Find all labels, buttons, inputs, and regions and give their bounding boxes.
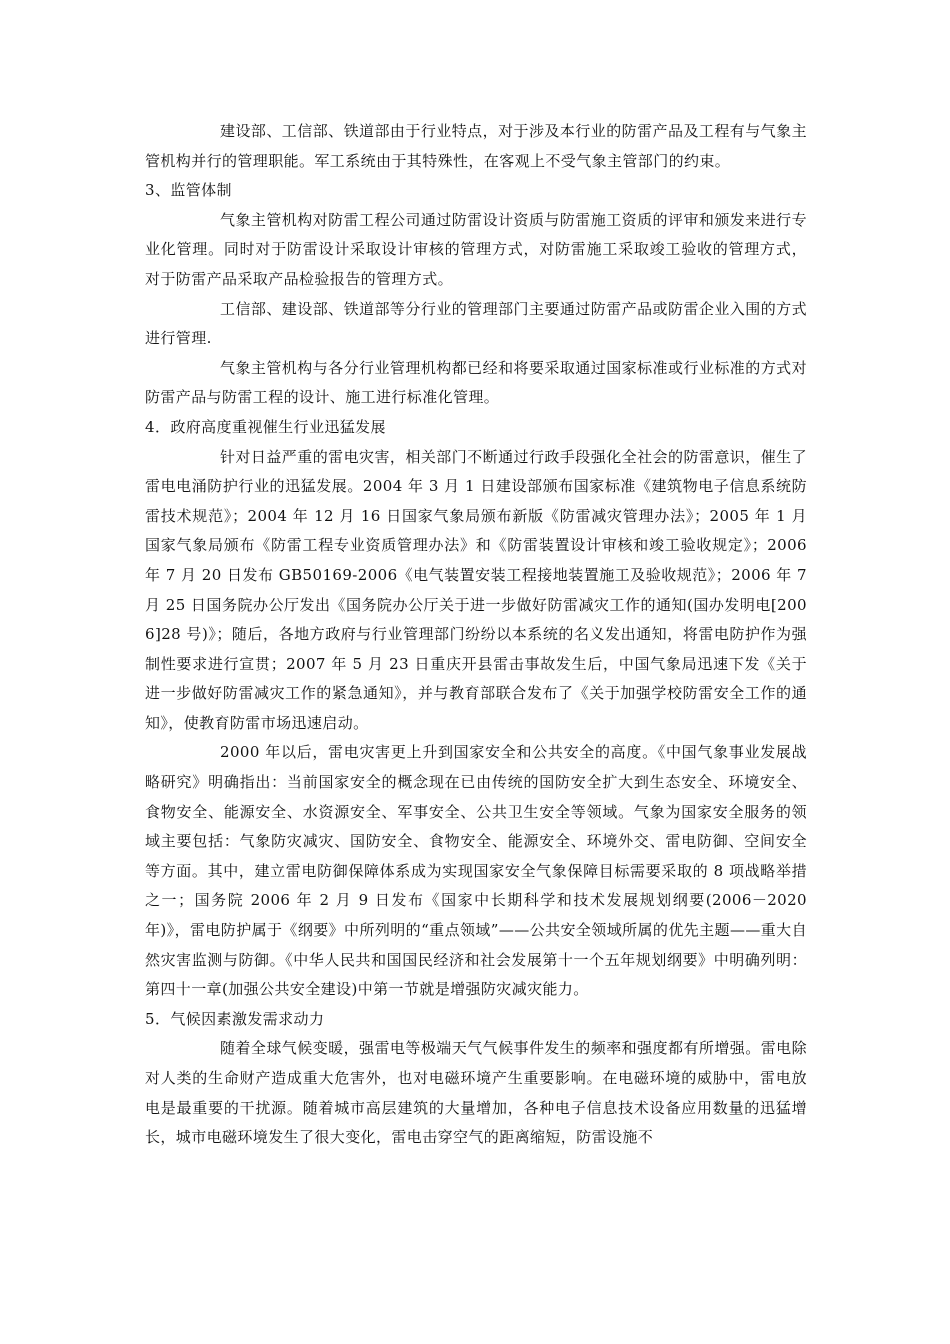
section-heading-climate-factors: 5．气候因素激发需求动力: [145, 1009, 325, 1028]
section-heading-government-attention: 4．政府高度重视催生行业迅猛发展: [145, 417, 386, 436]
section-heading-supervision-system: 3、监管体制: [145, 181, 232, 200]
paragraph-climate-change: 随着全球气候变暖，强雷电等极端天气气候事件发生的频率和强度都有所增强。雷电除对人类的生命财产造成重大危害外，也对电磁环境产生重要影响。在电磁环境的威胁中，雷电放电是最重要的干扰源。随着城市高层建筑的大量增加，各种电子信息技术设备应用数量的迅猛增长，城市电磁环境发生了很大变化，雷电击穿空气的距离缩短，防雷设施不: [145, 1039, 807, 1147]
paragraph-regulations-timeline: 针对日益严重的雷电灾害，相关部门不断通过行政手段强化全社会的防雷意识，催生了雷电电涌防护行业的迅猛发展。2004 年 3 月 1 日建设部颁布国家标准《建筑物电子信息系统防雷技术规范》；2004 年 12 月 16 日国家气象局颁布新版《防雷减灾管理办法》；2005 年 1 月国家气象局颁布《防雷工程专业资质管理办法》和《防雷装置设计审核和竣工验收规定》；2006 年 7 月 20 日发布 GB50169-2006《电气装置安装工程接地装置施工及验收规范》；2006 年 7 月 25 日国务院办公厅发出《国务院办公厅关于进一步做好防雷减灾工作的通知(国办发明电[2006]28 号)》；随后，各地方政府与行业管理部门纷纷以本系统的名义发出通知，将雷电防护作为强制性要求进行宣贯；2007 年 5 月 23 日重庆开县雷击事故发生后，中国气象局迅速下发《关于进一步做好防雷减灾工作的紧急通知》，并与教育部联合发布了《关于加强学校防雷安全工作的通知》，使教育防雷市场迅速启动。: [145, 447, 807, 732]
paragraph-national-security: 2000 年以后，雷电灾害更上升到国家安全和公共安全的高度。《中国气象事业发展战略研究》明确指出：当前国家安全的概念现在已由传统的国防安全扩大到生态安全、环境安全、食物安全、能源安全、水资源安全、军事安全、公共卫生安全等领域。气象为国家安全服务的领域主要包括：气象防灾减灾、国防安全、食物安全、能源安全、环境外交、雷电防御、空间安全等方面。其中，建立雷电防御保障体系成为实现国家安全气象保障目标需要采取的 8 项战略举措之一；国务院 2006 年 2 月 9 日发布《国家中长期科学和技术发展规划纲要(2006－2020 年)》，雷电防护属于《纲要》中所列明的“重点领域”——公共安全领域所属的优先主题——重大自然灾害监测与防御。《中华人民共和国国民经济和社会发展第十一个五年规划纲要》中明确列明：第四十一章(加强公共安全建设)中第一节就是增强防灾减灾能力。: [145, 743, 807, 999]
paragraph-meteorological-qualification: 气象主管机构对防雷工程公司通过防雷设计资质与防雷施工资质的评审和颁发来进行专业化管理。同时对于防雷设计采取设计审核的管理方式，对防雷施工采取竣工验收的管理方式，对于防雷产品采取产品检验报告的管理方式。: [145, 210, 807, 288]
document-page: [145, 117, 807, 1153]
paragraph-industry-management: 建设部、工信部、铁道部由于行业特点，对于涉及本行业的防雷产品及工程有与气象主管机构并行的管理职能。军工系统由于其特殊性，在客观上不受气象主管部门的约束。: [145, 122, 807, 170]
paragraph-sector-management: 工信部、建设部、铁道部等分行业的管理部门主要通过防雷产品或防雷企业入围的方式进行管理.: [145, 299, 807, 348]
paragraph-standardization: 气象主管机构与各分行业管理机构都已经和将要采取通过国家标准或行业标准的方式对防雷产品与防雷工程的设计、施工进行标准化管理。: [145, 358, 807, 407]
